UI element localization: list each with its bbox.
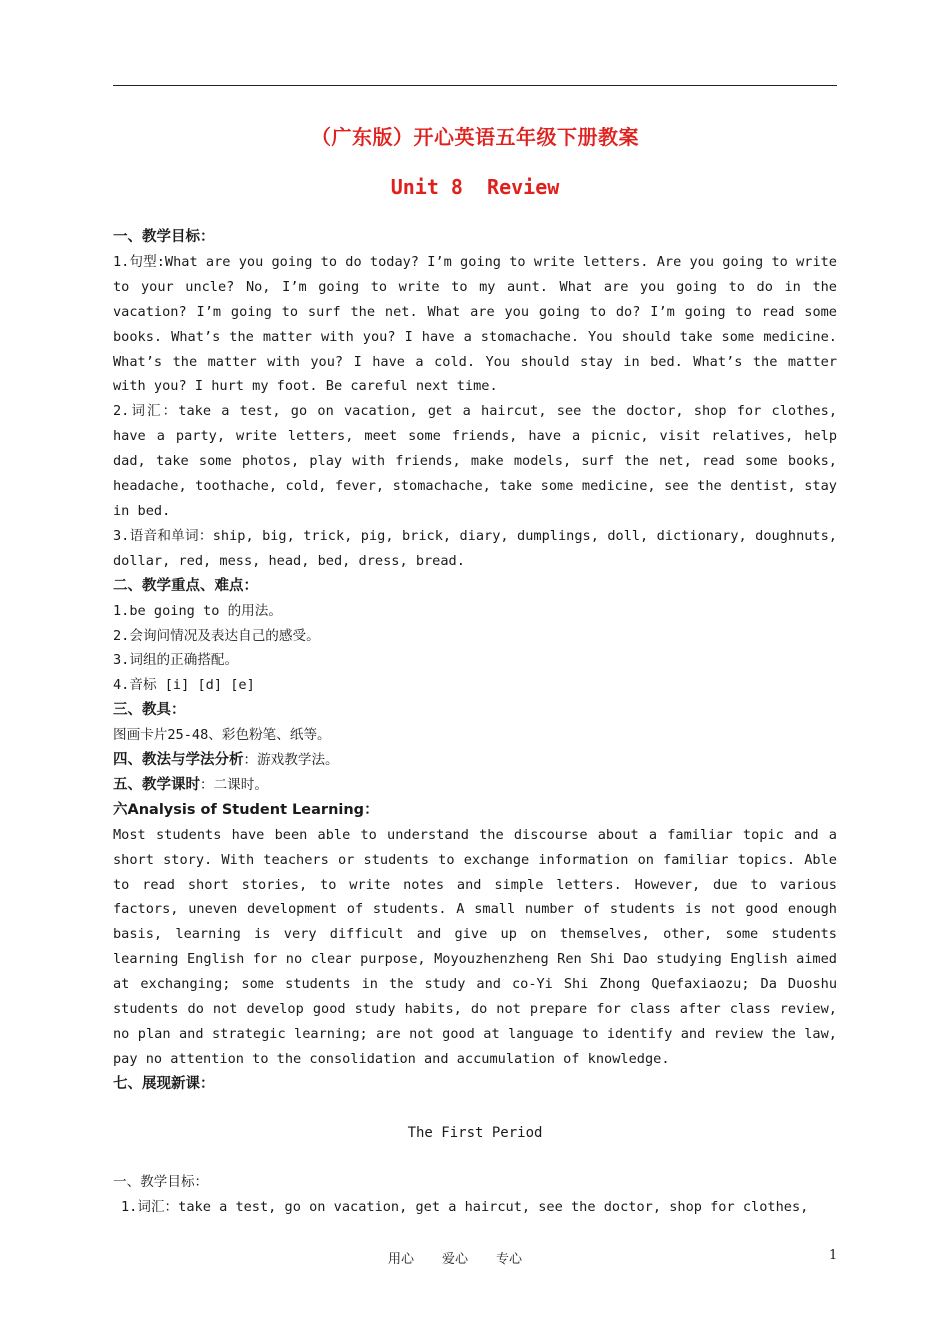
period-title: The First Period — [407, 1124, 543, 1141]
footer-motto — [388, 1248, 550, 1267]
method-value: ：游戏教学法。 — [243, 752, 339, 769]
page-number: 1 — [829, 1248, 838, 1263]
method-label: 四、教法与学法分析 — [113, 752, 244, 769]
footer-motto-item: 爱心 — [442, 1252, 469, 1267]
key-point-item: 4.音标 [i] [d] [e] — [113, 677, 255, 694]
analysis-heading: 六Analysis of Student Learning： — [113, 801, 379, 818]
new-lesson-heading: 七、展现新课： — [113, 1075, 215, 1092]
vocabulary: 2.词汇：take a test, go on vacation, get a haircut, see the doctor, shop for clothes, have a party, write letters, meet some friends, have a picnic, visit relatives, help dad, take some photos, play with friends, make models, surf the net, read some books, headache, toothache, cold, fever, stomachache, take some medicine, see the dentist, stay in bed. — [113, 403, 837, 519]
analysis-text: Most students have been able to understand the discourse about a familiar topic and a short story. With teachers or students to exchange information on familiar topics. Able to read short stories, to write notes and simple letters. However, due to various factors, uneven development of students. A small number of students is not good enough basis, learning is very difficult and give up on themselves, other, some students learning English for no clear purpose, Moyouzhenzheng Ren Shi Dao studying English aimed at exchanging; some students in the study and co-Yi Shi Zhong Quefaxiaozu; Da Duoshu students do not develop good study habits, do not prepare for class after class review, no plan and strategic learning; are not good at language to identify and review the law, pay no attention to the consolidation and accumulation of knowledge. — [113, 826, 837, 1067]
document-body — [113, 225, 837, 1219]
period-vocabulary: 1.词汇：take a test, go on vacation, get a haircut, see the doctor, shop for clothes, — [121, 1198, 809, 1215]
document-subtitle: Unit 8 Review — [390, 175, 560, 199]
method-line — [113, 748, 837, 773]
hours-line — [113, 773, 837, 798]
goals-heading: 一、教学目标： — [113, 229, 215, 245]
document-title: （广东版）开心英语五年级下册教案 — [311, 125, 639, 149]
header-rule — [113, 85, 837, 86]
key-point-item: 1.be going to 的用法。 — [113, 602, 282, 619]
aids-text: 图画卡片25-48、彩色粉笔、纸等。 — [113, 727, 331, 744]
sentence-patterns: 1.句型:What are you going to do today? I’m going to write letters. Are you going to write to your uncle? No, I’m going to write to my aunt. What are you going to do in the vacation? I’m going to surf the net. What are you going to do? I’m going to read some books. What’s the matter with you? I have a stomachache. You should take some medicine. What’s the matter with you? I have a cold. You should stay in bed. What’s the matter with you? I hurt my foot. Be careful next time. — [113, 253, 837, 395]
hours-value: ：二课时。 — [200, 776, 268, 793]
footer-motto-item: 用心 — [388, 1252, 415, 1267]
key-points-heading: 二、教学重点、难点： — [113, 577, 258, 594]
aids-heading: 三、教具： — [113, 702, 186, 719]
key-point-item: 3.词组的正确搭配。 — [113, 652, 239, 669]
footer-motto-item: 专心 — [496, 1252, 523, 1267]
hours-label: 五、教学课时 — [113, 776, 200, 793]
phonics: 3.语音和单词：ship, big, trick, pig, brick, diary, dumplings, doll, dictionary, doughnuts, dollar, red, mess, head, bed, dress, bread. — [113, 527, 837, 569]
period-goals-heading: 一、教学目标： — [113, 1173, 209, 1190]
key-point-item: 2.会询问情况及表达自己的感受。 — [113, 627, 320, 644]
